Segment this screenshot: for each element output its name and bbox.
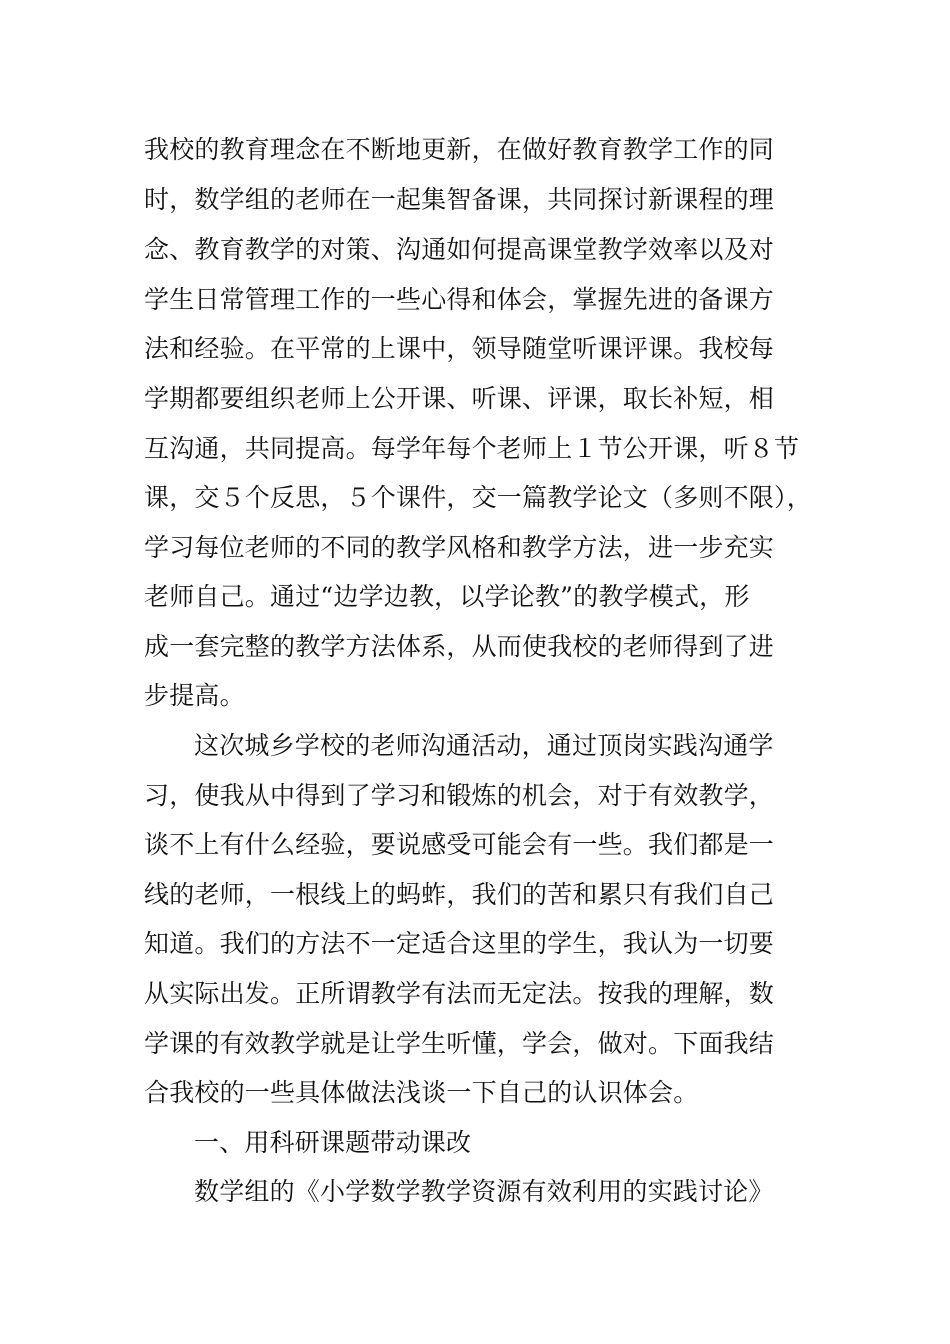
text-line: 时，数学组的老师在一起集智备课，共同探讨新课程的理: [144, 185, 775, 214]
text-line: 线的老师，一根线上的蚂蚱，我们的苦和累只有我们自己: [144, 880, 775, 909]
text-line: 学生日常管理工作的一些心得和体会，掌握先进的备课方: [144, 285, 775, 314]
text-line: 老师自己。通过“边学边教，以学论教”的教学模式，形: [144, 582, 750, 611]
text-line: 合我校的一些具体做法浅谈一下自己的认识体会。: [144, 1078, 699, 1107]
text-line: 我校的教育理念在不断地更新，在做好教育教学工作的同: [144, 135, 775, 164]
text-line: 从实际出发。正所谓教学有法而无定法。按我的理解，数: [144, 979, 775, 1008]
text-line: 谈不上有什么经验，要说感受可能会有一些。我们都是一: [144, 830, 775, 859]
text-line: 知道。我们的方法不一定适合这里的学生，我认为一切要: [144, 929, 775, 958]
text-line: 学期都要组织老师上公开课、听课、评课，取长补短，相: [144, 384, 775, 413]
text-line: 数学组的《小学数学教学资源有效利用的实践讨论》: [194, 1177, 774, 1206]
text-line: 习，使我从中得到了学习和锻炼的机会，对于有效教学，: [144, 781, 775, 810]
text-line: 互沟通，共同提高。每学年每个老师上１节公开课，听８节: [144, 434, 800, 463]
text-line: 课，交５个反思，５个课件，交一篇教学论文（多则不限），: [144, 483, 812, 512]
text-line: 成一套完整的教学方法体系，从而使我校的老师得到了进: [144, 632, 775, 661]
text-line: 法和经验。在平常的上课中，领导随堂听课评课。我校每: [144, 334, 775, 363]
text-line: 这次城乡学校的老师沟通活动，通过顶岗实践沟通学: [194, 731, 774, 760]
text-line: 念、教育教学的对策、沟通如何提高课堂教学效率以及对: [144, 235, 775, 264]
text-line: 学课的有效教学就是让学生听懂，学会，做对。下面我结: [144, 1029, 775, 1058]
text-line: 步提高。: [144, 681, 245, 710]
text-line: 学习每位老师的不同的教学风格和教学方法，进一步充实: [144, 533, 775, 562]
section-heading: 一、用科研课题带动课改: [194, 1128, 472, 1157]
